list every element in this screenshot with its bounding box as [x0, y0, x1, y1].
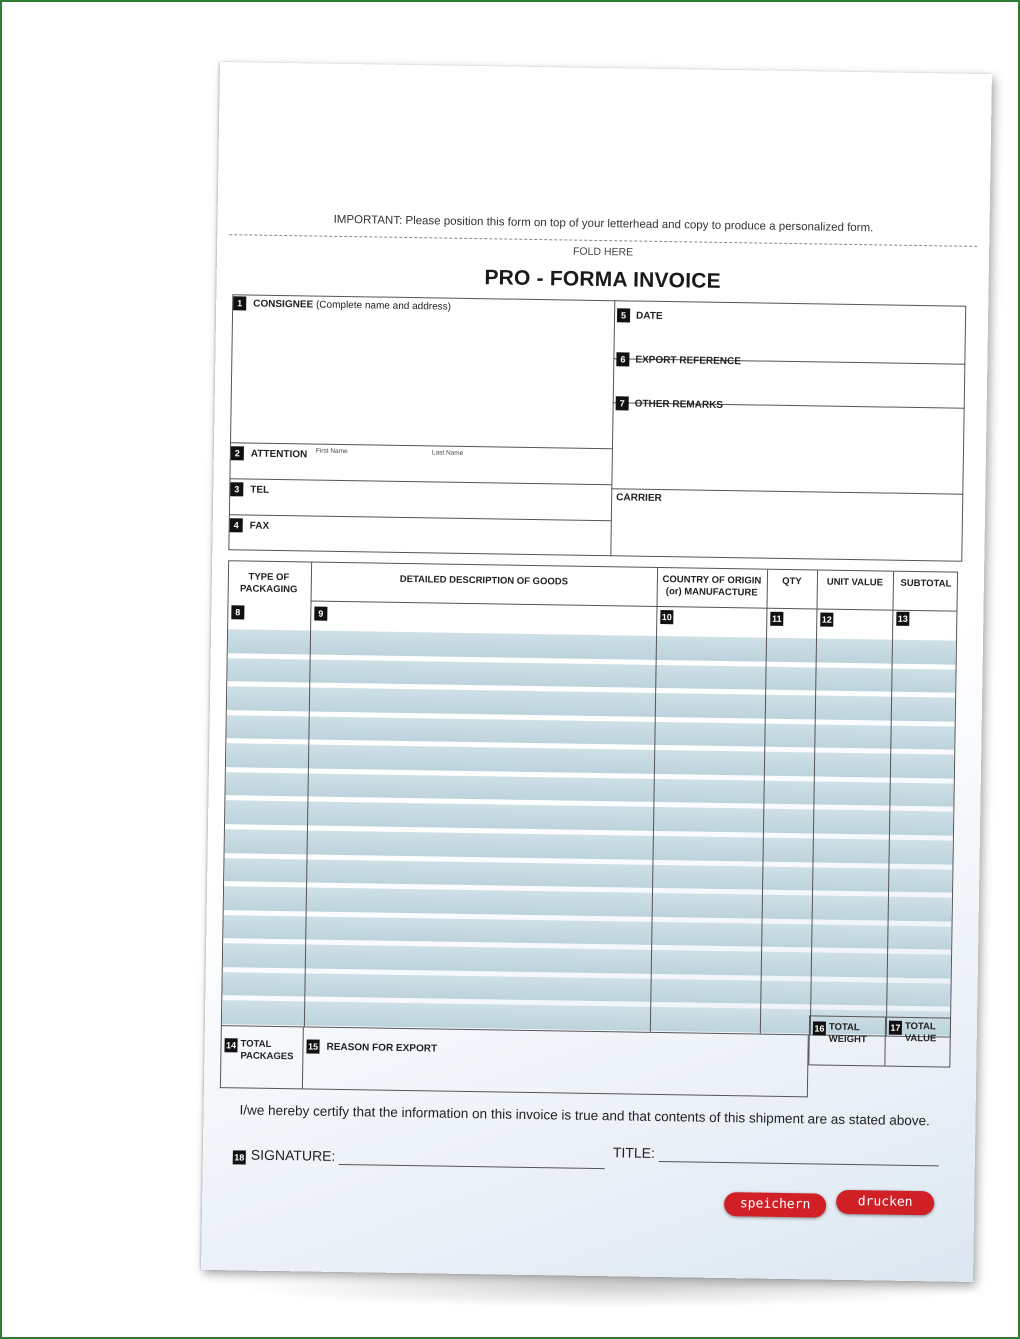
field-number-11: 11 [770, 612, 783, 626]
field-number-8: 8 [231, 605, 244, 619]
goods-rows [222, 627, 956, 1037]
first-name-hint: First Name [315, 447, 348, 456]
col-header-unit-value: UNIT VALUE [826, 576, 884, 589]
col-header-qty: QTY [782, 575, 802, 588]
field-number-5: 5 [617, 308, 630, 322]
total-packages-field[interactable]: TOTAL PACKAGES [240, 1038, 294, 1063]
field-number-17: 17 [889, 1021, 902, 1035]
address-block [228, 294, 966, 561]
col-header-description: DETAILED DESCRIPTION OF GOODS [399, 573, 569, 588]
field-number-10: 10 [660, 610, 673, 624]
title-label: TITLE: [612, 1144, 656, 1161]
export-reference-field[interactable]: EXPORT REFERENCE [635, 354, 742, 368]
col-header-origin: COUNTRY OF ORIGIN (or) MANUFACTURE [662, 574, 762, 599]
field-number-3: 3 [230, 482, 243, 496]
important-prefix: IMPORTANT: [333, 213, 403, 227]
goods-table [221, 560, 958, 1037]
field-number-15: 15 [306, 1039, 319, 1053]
last-name-hint: Last Name [431, 449, 464, 457]
title-line[interactable] [659, 1161, 939, 1166]
save-button[interactable]: speichern [724, 1192, 826, 1218]
field-number-2: 2 [231, 446, 244, 460]
tel-field[interactable]: TEL [250, 484, 270, 496]
important-note [217, 212, 989, 236]
total-value-field[interactable]: TOTAL VALUE [904, 1020, 937, 1045]
carrier-field[interactable]: CARRIER [616, 492, 662, 504]
field-number-4: 4 [230, 518, 243, 532]
header-rule [311, 600, 957, 611]
col-header-packaging: TYPE OF PACKAGING [239, 571, 298, 596]
signature-line[interactable] [339, 1164, 605, 1169]
field-number-9: 9 [314, 607, 327, 621]
consignee-label: CONSIGNEE [253, 298, 314, 311]
export-block [220, 1026, 809, 1097]
field-number-1: 1 [233, 296, 246, 310]
page-title: PRO - FORMA INVOICE [484, 266, 721, 293]
certification-text: I/we hereby certify that the information on this invoice is true and that contents of this shipment are as stated above. [239, 1102, 930, 1129]
col-header-subtotal: SUBTOTAL [900, 577, 952, 590]
field-number-6: 6 [616, 352, 629, 366]
field-number-7: 7 [616, 396, 629, 410]
signature-label: SIGNATURE: [250, 1146, 336, 1164]
field-number-12: 12 [820, 612, 833, 626]
consignee-note: (Complete name and address) [315, 299, 452, 313]
field-number-18: 18 [233, 1150, 246, 1164]
fold-here-label: FOLD HERE [567, 245, 639, 258]
reason-for-export-field[interactable]: REASON FOR EXPORT [326, 1041, 438, 1055]
field-number-13: 13 [896, 612, 909, 626]
other-remarks-field[interactable]: OTHER REMARKS [634, 398, 724, 411]
field-number-16: 16 [813, 1021, 826, 1035]
invoice-sheet [201, 62, 992, 1282]
important-text: Please position this form on top of your letterhead and copy to produce a personalized form. [405, 214, 874, 235]
total-weight-field[interactable]: TOTAL WEIGHT [828, 1021, 867, 1046]
print-button[interactable]: drucken [836, 1190, 934, 1216]
fax-field[interactable]: FAX [249, 520, 270, 532]
field-number-14: 14 [224, 1038, 237, 1052]
date-field[interactable]: DATE [635, 310, 663, 322]
attention-field[interactable]: ATTENTION [250, 448, 308, 461]
